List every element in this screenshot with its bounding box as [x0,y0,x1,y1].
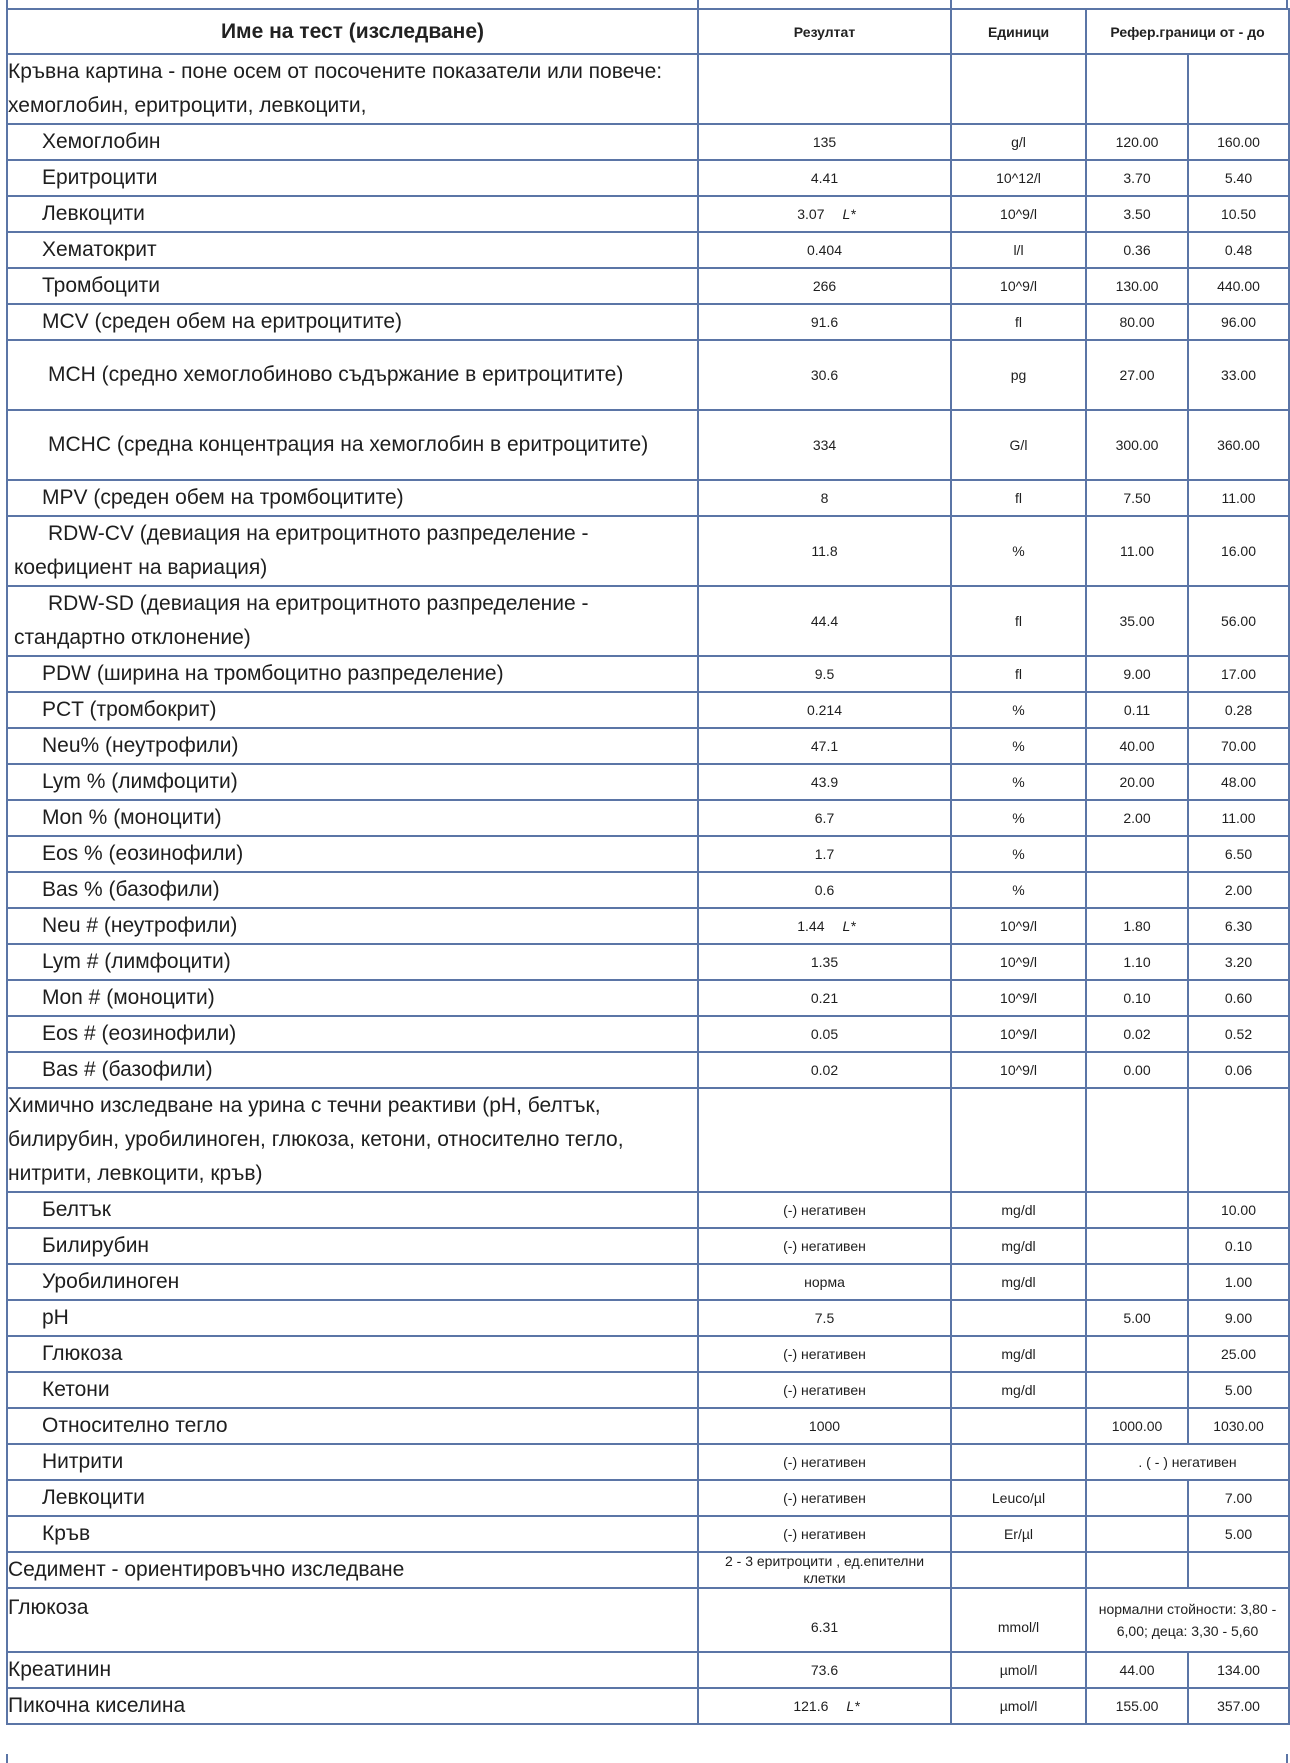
result-value: 73.6 [810,1662,839,1678]
result-value: (-) негативен [783,1346,866,1362]
table-row [7,1408,1289,1444]
result-value: 11.8 [811,543,838,559]
table-row [7,1336,1289,1372]
table-header-row [7,9,1289,54]
test-name-cell: PCT (тромбокрит) [7,692,698,728]
test-name-cell: RDW-SD (девиация на еритроцитното разпределение - стандартно отклонение) [7,586,698,656]
unit-cell [951,54,1086,124]
table-row [7,1688,1289,1724]
reference-from-cell: 11.00 [1086,516,1188,586]
reference-from-cell: 2.00 [1086,800,1188,836]
result-value: 4.41 [810,170,839,186]
test-name-cell: Neu # (неутрофили) [7,908,698,944]
test-name-cell: Кръв [7,1516,698,1552]
unit-cell: 10^9/l [951,268,1086,304]
test-name-cell: Химично изследване на урина с течни реактиви (pH, белтък, билирубин, уробилиноген, глюкоза, кетони, относително тегло, нитрити, левкоцити, кръв) [7,1088,698,1192]
result-value [821,81,829,97]
result-value: 1.7 [814,846,835,862]
reference-to-cell: 6.50 [1188,836,1289,872]
result-cell [698,1652,951,1688]
bottom-border-fragment [6,1754,1288,1763]
result-cell [698,1372,951,1408]
table-row [7,410,1289,480]
unit-cell: mg/dl [951,1264,1086,1300]
table-row [7,1652,1289,1688]
test-name-cell: Пикочна киселина [7,1688,698,1724]
result-value: 3.07 [797,206,825,222]
result-value: (-) негативен [783,1454,866,1470]
test-name-cell: Bas % (базофили) [7,872,698,908]
reference-range-cell: нормални стойности: 3,80 - 6,00; деца: 3,30 - 5,60 [1086,1588,1289,1652]
reference-to-cell: 25.00 [1188,1336,1289,1372]
reference-from-cell: 9.00 [1086,656,1188,692]
unit-cell: fl [951,304,1086,340]
test-name-cell: Белтък [7,1192,698,1228]
test-name-cell: MPV (среден обем на тромбоцитите) [7,480,698,516]
test-name-cell: Левкоцити [7,1480,698,1516]
table-row [7,516,1289,586]
test-name-cell: Хематокрит [7,232,698,268]
result-cell [698,124,951,160]
reference-to-cell: 2.00 [1188,872,1289,908]
reference-to-cell: 96.00 [1188,304,1289,340]
reference-from-cell [1086,872,1188,908]
reference-from-cell: 0.10 [1086,980,1188,1016]
result-value: 0.214 [806,702,843,718]
reference-from-cell: 1.10 [1086,944,1188,980]
reference-from-cell [1086,1088,1188,1192]
table-row [7,908,1289,944]
reference-from-cell: 0.11 [1086,692,1188,728]
table-row [7,1228,1289,1264]
reference-to-cell: 160.00 [1188,124,1289,160]
unit-cell: % [951,516,1086,586]
reference-to-cell: 0.52 [1188,1016,1289,1052]
reference-from-cell: 300.00 [1086,410,1188,480]
result-value: 9.5 [814,666,835,682]
test-name-cell: Уробилиноген [7,1264,698,1300]
result-value: (-) негативен [783,1202,866,1218]
table-row [7,1264,1289,1300]
unit-cell [951,1300,1086,1336]
table-row [7,980,1289,1016]
test-name-cell: Еритроцити [7,160,698,196]
result-cell [698,196,951,232]
result-cell [698,1408,951,1444]
reference-to-cell: 1.00 [1188,1264,1289,1300]
result-cell [698,480,951,516]
result-value: 0.21 [810,990,839,1006]
test-name-cell: Левкоцити [7,196,698,232]
unit-cell: % [951,800,1086,836]
table-row [7,1552,1289,1588]
result-value: 1000 [808,1418,841,1434]
reference-from-cell [1086,1192,1188,1228]
test-name-cell: Нитрити [7,1444,698,1480]
table-row [7,1192,1289,1228]
unit-cell: mg/dl [951,1228,1086,1264]
reference-to-cell: 10.00 [1188,1192,1289,1228]
result-cell [698,1480,951,1516]
test-name-cell: Кетони [7,1372,698,1408]
unit-cell: fl [951,656,1086,692]
result-value: 30.6 [810,367,839,383]
reference-to-cell: 11.00 [1188,800,1289,836]
result-value: норма [804,1274,845,1290]
reference-to-cell: 360.00 [1188,410,1289,480]
result-cell [698,908,951,944]
test-name-cell: Lym # (лимфоцити) [7,944,698,980]
table-row [7,656,1289,692]
result-cell [698,872,951,908]
result-cell [698,692,951,728]
result-value: 121.6 [793,1698,829,1714]
reference-from-cell [1086,1336,1188,1372]
test-name-cell: Хемоглобин [7,124,698,160]
reference-to-cell: 33.00 [1188,340,1289,410]
test-name-cell: Eos # (еозинофили) [7,1016,698,1052]
table-row [7,836,1289,872]
low-flag: L* [842,918,856,934]
result-value: (-) негативен [783,1490,866,1506]
reference-to-cell: 0.10 [1188,1228,1289,1264]
result-value: 266 [812,278,837,294]
unit-cell: Er/µl [951,1516,1086,1552]
table-row [7,800,1289,836]
result-value: 0.05 [810,1026,839,1042]
reference-from-cell: 120.00 [1086,124,1188,160]
reference-from-cell [1086,1264,1188,1300]
reference-to-cell: 5.00 [1188,1516,1289,1552]
reference-to-cell: 440.00 [1188,268,1289,304]
reference-to-cell: 1030.00 [1188,1408,1289,1444]
unit-cell: mmol/l [951,1588,1086,1652]
reference-to-cell: 70.00 [1188,728,1289,764]
result-value: 44.4 [810,613,839,629]
result-cell [698,586,951,656]
table-row [7,1300,1289,1336]
reference-to-cell: 5.00 [1188,1372,1289,1408]
result-value: 2 - 3 еритроцити , ед.епителни клетки [724,1553,925,1586]
result-cell [698,1088,951,1192]
unit-cell: % [951,836,1086,872]
reference-to-cell: 0.48 [1188,232,1289,268]
reference-from-cell: 35.00 [1086,586,1188,656]
table-row [7,54,1289,124]
result-cell [698,836,951,872]
unit-cell: fl [951,586,1086,656]
result-cell [698,160,951,196]
unit-cell: % [951,728,1086,764]
reference-to-cell [1188,54,1289,124]
reference-from-cell: 1000.00 [1086,1408,1188,1444]
result-value: 1.35 [810,954,839,970]
unit-cell: % [951,692,1086,728]
reference-to-cell: 5.40 [1188,160,1289,196]
result-value [821,1132,829,1148]
result-cell [698,1688,951,1724]
result-cell [698,304,951,340]
result-cell [698,764,951,800]
unit-cell: Leuco/µl [951,1480,1086,1516]
lab-results-table [6,8,1290,1725]
reference-from-cell: 40.00 [1086,728,1188,764]
test-name-cell: MCH (средно хемоглобиново съдържание в еритроцитите) [7,340,698,410]
test-name-cell: Относително тегло [7,1408,698,1444]
result-cell [698,1336,951,1372]
unit-cell: 10^9/l [951,196,1086,232]
test-name-cell: Eos % (еозинофили) [7,836,698,872]
reference-from-cell: 0.00 [1086,1052,1188,1088]
reference-from-cell: 7.50 [1086,480,1188,516]
result-cell [698,980,951,1016]
table-row [7,872,1289,908]
test-name-cell: Глюкоза [7,1588,698,1652]
reference-from-cell: 0.02 [1086,1016,1188,1052]
reference-from-cell: 20.00 [1086,764,1188,800]
table-row [7,304,1289,340]
result-cell [698,1264,951,1300]
reference-from-cell [1086,1552,1188,1588]
header-result: Резултат [698,9,951,54]
unit-cell: 10^9/l [951,908,1086,944]
reference-from-cell [1086,1516,1188,1552]
reference-range-cell: . ( - ) негативен [1086,1444,1289,1480]
border-line [950,0,952,8]
table-row [7,1088,1289,1192]
result-value: 0.6 [814,882,835,898]
reference-from-cell: 155.00 [1086,1688,1188,1724]
result-cell [698,1552,951,1588]
reference-to-cell: 9.00 [1188,1300,1289,1336]
unit-cell: l/l [951,232,1086,268]
table-row [7,232,1289,268]
table-row [7,196,1289,232]
reference-from-cell: 1.80 [1086,908,1188,944]
result-value: 7.5 [814,1310,835,1326]
test-name-cell: MCV (среден обем на еритроцитите) [7,304,698,340]
test-name-cell: Mon % (моноцити) [7,800,698,836]
table-row [7,480,1289,516]
top-border-fragment [0,0,1290,8]
unit-cell: 10^9/l [951,1016,1086,1052]
unit-cell: 10^9/l [951,1052,1086,1088]
result-value: 135 [812,134,837,150]
test-name-cell: pH [7,1300,698,1336]
table-row [7,1444,1289,1480]
result-value: (-) негативен [783,1526,866,1542]
low-flag: L* [842,206,856,222]
result-value: 91.6 [810,314,839,330]
test-name-cell: PDW (ширина на тромбоцитно разпределение) [7,656,698,692]
unit-cell [951,1408,1086,1444]
reference-to-cell: 0.06 [1188,1052,1289,1088]
reference-to-cell [1188,1088,1289,1192]
unit-cell: 10^12/l [951,160,1086,196]
unit-cell: mg/dl [951,1192,1086,1228]
unit-cell: 10^9/l [951,980,1086,1016]
reference-to-cell: 48.00 [1188,764,1289,800]
table-row [7,692,1289,728]
result-cell [698,656,951,692]
unit-cell: G/l [951,410,1086,480]
reference-to-cell: 0.28 [1188,692,1289,728]
table-row [7,1588,1289,1652]
test-name-cell: RDW-CV (девиация на еритроцитното разпределение - коефициент на вариация) [7,516,698,586]
unit-cell: pg [951,340,1086,410]
result-value: 6.7 [814,810,835,826]
reference-to-cell: 6.30 [1188,908,1289,944]
header-reference: Рефер.граници от - до [1086,9,1289,54]
result-cell [698,1052,951,1088]
unit-cell: 10^9/l [951,944,1086,980]
reference-to-cell: 17.00 [1188,656,1289,692]
unit-cell: % [951,764,1086,800]
table-body [7,54,1289,1724]
table-row [7,1052,1289,1088]
test-name-cell: Mon # (моноцити) [7,980,698,1016]
reference-to-cell: 134.00 [1188,1652,1289,1688]
reference-from-cell: 80.00 [1086,304,1188,340]
reference-from-cell: 3.50 [1086,196,1188,232]
test-name-cell: Bas # (базофили) [7,1052,698,1088]
result-cell [698,54,951,124]
unit-cell: µmol/l [951,1652,1086,1688]
reference-from-cell [1086,1372,1188,1408]
result-cell [698,340,951,410]
border-line [1286,0,1288,8]
result-value: (-) негативен [783,1238,866,1254]
unit-cell: fl [951,480,1086,516]
result-cell [698,1516,951,1552]
table-row [7,586,1289,656]
table-row [7,124,1289,160]
reference-from-cell: 130.00 [1086,268,1188,304]
unit-cell [951,1552,1086,1588]
header-units: Единици [951,9,1086,54]
result-cell [698,232,951,268]
reference-to-cell: 357.00 [1188,1688,1289,1724]
reference-from-cell: 0.36 [1086,232,1188,268]
border-line [697,0,699,8]
reference-from-cell: 27.00 [1086,340,1188,410]
result-cell [698,800,951,836]
test-name-cell: Кръвна картина - поне осем от посочените показатели или повече: хемоглобин, еритроцити, левкоцити, [7,54,698,124]
reference-to-cell: 7.00 [1188,1480,1289,1516]
result-cell [698,1016,951,1052]
result-value: 334 [812,437,837,453]
test-name-cell: Тромбоцити [7,268,698,304]
table-row [7,268,1289,304]
reference-from-cell [1086,54,1188,124]
low-flag: L* [846,1698,860,1714]
result-cell [698,1300,951,1336]
reference-to-cell: 0.60 [1188,980,1289,1016]
reference-from-cell [1086,1228,1188,1264]
result-cell [698,516,951,586]
result-value: 47.1 [810,738,839,754]
unit-cell: µmol/l [951,1688,1086,1724]
result-cell [698,1444,951,1480]
unit-cell: mg/dl [951,1336,1086,1372]
result-cell [698,410,951,480]
table-row [7,728,1289,764]
result-value: 6.31 [810,1619,839,1635]
result-value: 43.9 [810,774,839,790]
table-row [7,1016,1289,1052]
result-cell [698,1228,951,1264]
reference-from-cell: 3.70 [1086,160,1188,196]
test-name-cell: Neu% (неутрофили) [7,728,698,764]
result-value: 0.404 [806,242,843,258]
reference-from-cell: 5.00 [1086,1300,1188,1336]
result-cell [698,268,951,304]
result-cell [698,1588,951,1652]
test-name-cell: Креатинин [7,1652,698,1688]
result-cell [698,1192,951,1228]
unit-cell: % [951,872,1086,908]
table-row [7,764,1289,800]
reference-from-cell [1086,836,1188,872]
reference-from-cell: 44.00 [1086,1652,1188,1688]
border-line [6,0,8,8]
table-row [7,1516,1289,1552]
reference-to-cell: 3.20 [1188,944,1289,980]
header-test-name: Име на тест (изследване) [7,9,698,54]
table-row [7,160,1289,196]
result-value: 0.02 [810,1062,839,1078]
test-name-cell: Билирубин [7,1228,698,1264]
reference-to-cell [1188,1552,1289,1588]
result-value: 1.44 [797,918,825,934]
reference-to-cell: 10.50 [1188,196,1289,232]
reference-to-cell: 56.00 [1188,586,1289,656]
table-row [7,944,1289,980]
test-name-cell: Глюкоза [7,1336,698,1372]
reference-from-cell [1086,1480,1188,1516]
result-value: 8 [820,490,829,506]
reference-to-cell: 16.00 [1188,516,1289,586]
table-row [7,1372,1289,1408]
unit-cell [951,1088,1086,1192]
reference-to-cell: 11.00 [1188,480,1289,516]
table-row [7,1480,1289,1516]
test-name-cell: MCHC (средна концентрация на хемоглобин в еритроцитите) [7,410,698,480]
result-cell [698,944,951,980]
test-name-cell: Lym % (лимфоцити) [7,764,698,800]
table-row [7,340,1289,410]
unit-cell [951,1444,1086,1480]
unit-cell: g/l [951,124,1086,160]
unit-cell: mg/dl [951,1372,1086,1408]
result-value: (-) негативен [783,1382,866,1398]
result-cell [698,728,951,764]
test-name-cell: Седимент - ориентировъчно изследване [7,1552,698,1588]
